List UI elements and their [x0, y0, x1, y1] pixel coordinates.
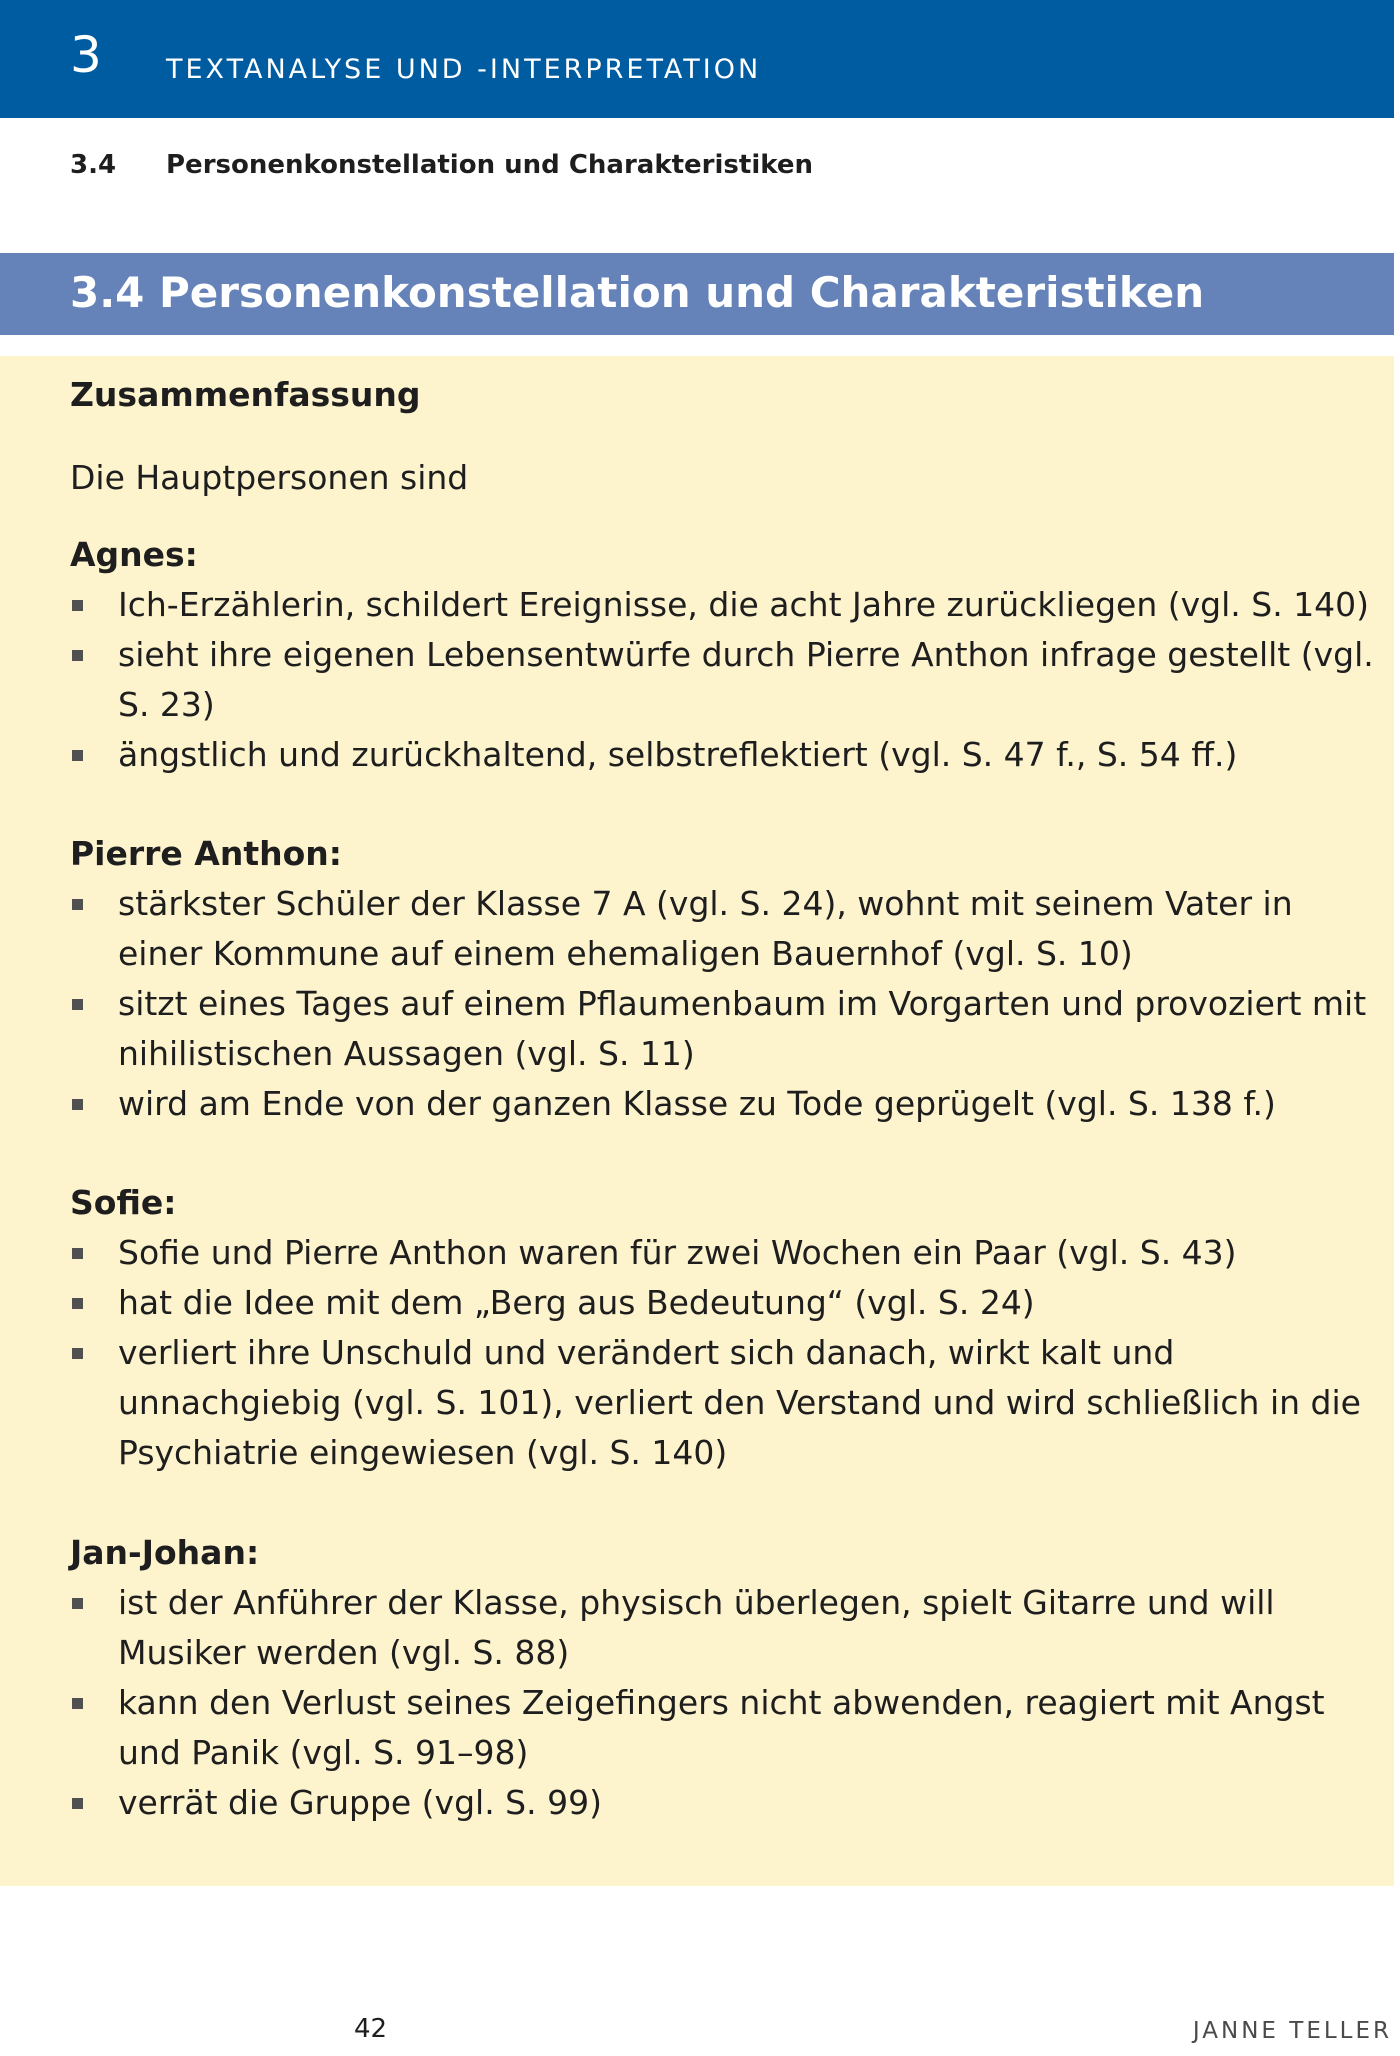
- list-item-text: sieht ihre eigenen Lebensentwürfe durch Pierre Anthon infrage gestellt (vgl. S. 23): [118, 635, 1374, 724]
- list-item: [70, 580, 1380, 630]
- person-points-list: [70, 1228, 1380, 1478]
- list-item-text: sitzt eines Tages auf einem Pflaumenbaum im Vorgarten und provoziert mit nihilistischen Aussagen (vgl. S. 11): [118, 984, 1367, 1073]
- square-bullet-icon: [72, 1298, 83, 1309]
- section-banner: [0, 253, 1394, 335]
- list-item-text: verliert ihre Unschuld und verändert sich danach, wirkt kalt und unnachgiebig (vgl. S. 101), verliert den Verstand und wird schließlich in die Psychiatrie eingewiesen (vgl. S. 140): [118, 1333, 1361, 1472]
- person-points-list: [70, 879, 1380, 1129]
- list-item: [70, 1228, 1380, 1278]
- running-section-heading: [70, 150, 813, 180]
- list-item: [70, 879, 1380, 979]
- chapter-number: 3: [70, 26, 102, 84]
- list-item-text: ängstlich und zurückhaltend, selbstreflektiert (vgl. S. 47 f., S. 54 ff.): [118, 735, 1238, 774]
- list-item: [70, 630, 1380, 730]
- list-item-text: Sofie und Pierre Anthon waren für zwei Wochen ein Paar (vgl. S. 43): [118, 1233, 1237, 1272]
- section-banner-title: 3.4 Personenkonstellation und Charakteristiken: [70, 268, 1205, 317]
- running-section-number: 3.4: [70, 150, 117, 180]
- person-points-list: [70, 580, 1380, 780]
- square-bullet-icon: [72, 1598, 83, 1609]
- summary-heading: Zusammenfassung: [70, 375, 421, 414]
- person-name: Sofie:: [70, 1183, 177, 1222]
- summary-intro: Die Hauptpersonen sind: [70, 458, 469, 497]
- square-bullet-icon: [72, 1698, 83, 1709]
- list-item: [70, 1778, 1380, 1828]
- list-item-text: Ich-Erzählerin, schildert Ereignisse, die acht Jahre zurückliegen (vgl. S. 140): [118, 585, 1370, 624]
- person-jan-johan: [70, 1528, 1380, 1828]
- author-name: JANNE TELLER: [1192, 2018, 1392, 2044]
- list-item-text: hat die Idee mit dem „Berg aus Bedeutung“ (vgl. S. 24): [118, 1283, 1035, 1322]
- square-bullet-icon: [72, 750, 83, 761]
- list-item-text: ist der Anführer der Klasse, physisch überlegen, spielt Gitarre und will Musiker werden (vgl. S. 88): [118, 1583, 1275, 1672]
- running-section-title: Personenkonstellation und Charakteristiken: [166, 150, 813, 180]
- list-item: [70, 1079, 1380, 1129]
- person-points-list: [70, 1578, 1380, 1828]
- summary-box: [0, 356, 1394, 1886]
- list-item-text: verrät die Gruppe (vgl. S. 99): [118, 1783, 602, 1822]
- person-sofie: [70, 1178, 1380, 1478]
- square-bullet-icon: [72, 999, 83, 1010]
- person-name: Jan-Johan:: [70, 1533, 260, 1572]
- list-item: [70, 1578, 1380, 1678]
- chapter-title: TEXTANALYSE UND -INTERPRETATION: [166, 54, 762, 85]
- square-bullet-icon: [72, 1099, 83, 1110]
- list-item-text: stärkster Schüler der Klasse 7 A (vgl. S. 24), wohnt mit seinem Vater in einer Kommune auf einem ehemaligen Bauernhof (vgl. S. 10): [118, 884, 1293, 973]
- square-bullet-icon: [72, 650, 83, 661]
- list-item: [70, 730, 1380, 780]
- page-number: 42: [354, 2014, 388, 2044]
- list-item-text: kann den Verlust seines Zeigefingers nicht abwenden, reagiert mit Angst und Panik (vgl. S. 91–98): [118, 1683, 1325, 1772]
- square-bullet-icon: [72, 899, 83, 910]
- square-bullet-icon: [72, 600, 83, 611]
- person-agnes: [70, 530, 1380, 780]
- person-name: Pierre Anthon:: [70, 834, 342, 873]
- square-bullet-icon: [72, 1248, 83, 1259]
- list-item: [70, 1678, 1380, 1778]
- list-item-text: wird am Ende von der ganzen Klasse zu Tode geprügelt (vgl. S. 138 f.): [118, 1084, 1276, 1123]
- list-item: [70, 1328, 1380, 1478]
- person-pierre-anthon: [70, 829, 1380, 1129]
- chapter-header-bar: [0, 0, 1394, 118]
- person-name: Agnes:: [70, 535, 198, 574]
- square-bullet-icon: [72, 1798, 83, 1809]
- list-item: [70, 979, 1380, 1079]
- square-bullet-icon: [72, 1348, 83, 1359]
- list-item: [70, 1278, 1380, 1328]
